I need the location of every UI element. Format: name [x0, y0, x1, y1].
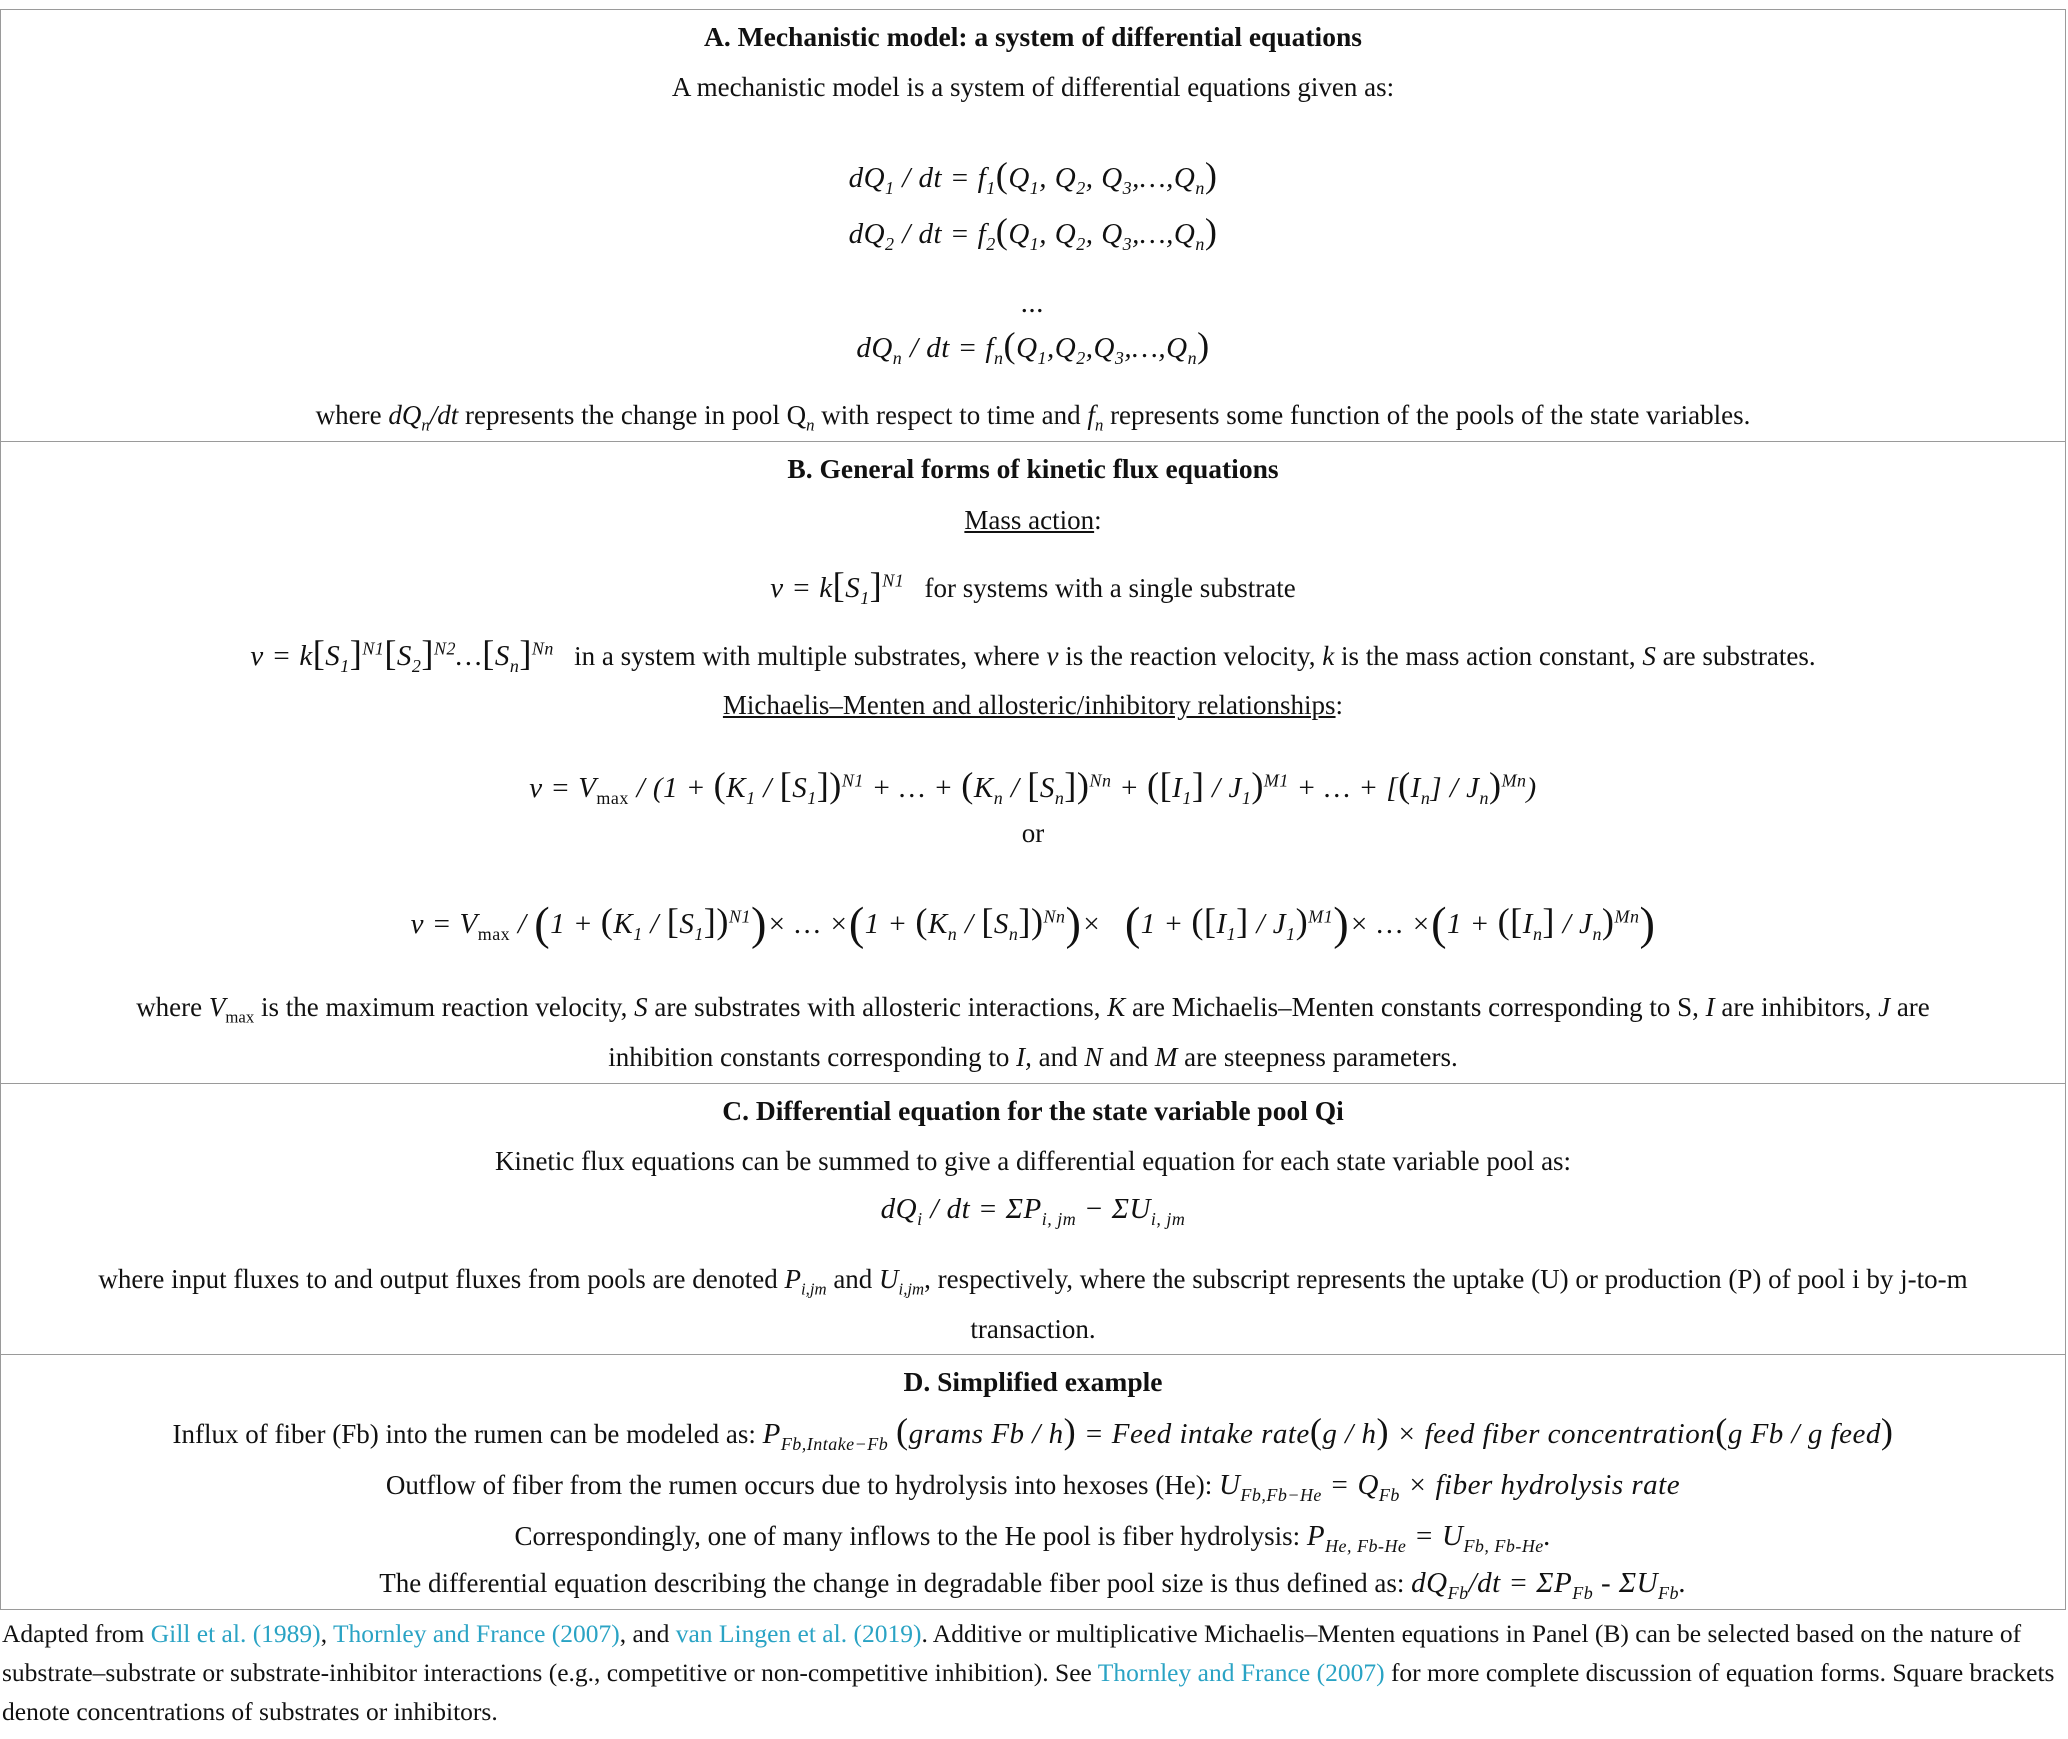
panel-c-heading: C. Differential equation for the state variable pool Qi: [722, 1095, 1344, 1126]
table-footnote: Adapted from Gill et al. (1989), Thornley and France (2007), and van Lingen et al. (2019). Additive or multiplicative Michaelis–Menten equations in Panel (B) can be selected based on the nature of substrate–substrate or substrate-inhibitor interactions (e.g., competitive or non-competitive inhibition). See Thornley and France (2007) for more complete discussion of equation forms. Square brackets denote concentrations of substrates or inhibitors.: [2, 1619, 2055, 1726]
panel-b-where-1: where $V_{max}$ is the maximum reaction velocity, S are substrates with allosteric interactions, K are Michaelis–Menten constants corresponding to S, I are inhibitors, J are: [136, 992, 1930, 1027]
equation-ellipsis: ...: [1021, 287, 1045, 319]
equation-dqn: $dQ_n$ / dt = $f_n(Q_1,Q_2,Q_3,\dots,Q_n)$: [856, 325, 1210, 368]
equation-dqi: $dQ_i$ / dt = $\Sigma P_{i, jm} - \Sigma U_{i, jm}$: [880, 1193, 1186, 1229]
panel-d-outflow: Outflow of fiber from the rumen occurs due to hydrolysis into hexoses (He): $U_{Fb,Fb-He} = Q_{Fb}$ × fiber hydrolysis rate: [385, 1469, 1681, 1505]
equation-mm-multiplicative: $v = V_{max} / (1 + (K_1 / [S_1])^{N1})\times$ … $\times(1 + (K_n / [S_n])^{Nn})\times (1 + ([I_1] / J_1)^{M1})\times$ … $\times(1 + ([I_n] / J_n)^{Mn})$: [410, 899, 1656, 950]
panel-b: [0, 441, 2066, 1083]
panel-d-influx: Influx of fiber (Fb) into the rumen can be modeled as: $P_{Fb,Intake-Fb}$ (grams Fb / h) = Feed intake rate(g / h) × feed fiber concentration(g Fb / g feed): [172, 1411, 1894, 1454]
panel-b-heading: B. General forms of kinetic flux equations: [787, 453, 1279, 484]
panel-c-where-2: transaction.: [970, 1314, 1096, 1344]
panel-d-inflow-he: Correspondingly, one of many inflows to the He pool is fiber hydrolysis: $P_{He, Fb-He} = U_{Fb, Fb-He}$.: [514, 1520, 1552, 1556]
ref-gill-1989[interactable]: Gill et al. (1989): [150, 1619, 321, 1648]
panel-d-heading: D. Simplified example: [903, 1366, 1163, 1397]
michaelis-menten-label: Michaelis–Menten and allosteric/inhibitory relationships:: [722, 690, 1344, 720]
panel-c-where-1: where input fluxes to and output fluxes from pools are denoted $P_{i,jm}$ and $U_{i,jm}$, respectively, where the subscript represents the uptake (U) or production (P) of pool i by j-to-m: [98, 1264, 1968, 1299]
mass-action-single: $v = k[S_1]^{N1}$ for systems with a single substrate: [770, 565, 1296, 608]
panel-d-differential: The differential equation describing the change in degradable fiber pool size is thus defined as: $dQ_{Fb}/dt = \Sigma P_{Fb} - \Sigma U_{Fb}$.: [379, 1567, 1687, 1603]
panel-a-where: where $dQ_n/dt$ represents the change in pool $Q_n$ with respect to time and $f_n$ represents some function of the pools of the state variables.: [315, 400, 1751, 435]
ref-thornley-france-2007-b[interactable]: Thornley and France (2007): [1097, 1658, 1385, 1687]
ref-thornley-france-2007[interactable]: Thornley and France (2007): [332, 1619, 620, 1648]
mass-action-label: Mass action:: [964, 505, 1102, 535]
mass-action-multi: $v = k[S_1]^{N1}[S_2]^{N2}\dots[S_n]^{Nn}$ in a system with multiple substrates, where v is the reaction velocity, k is the mass action constant, S are substrates.: [250, 633, 1816, 676]
or-label: or: [1021, 818, 1045, 848]
panel-c-intro: Kinetic flux equations can be summed to give a differential equation for each state variable pool as:: [494, 1146, 1572, 1176]
panel-a-heading: A. Mechanistic model: a system of differential equations: [704, 21, 1362, 52]
panel-b-where-2: inhibition constants corresponding to I, and N and M are steepness parameters.: [608, 1042, 1458, 1072]
equation-dq1: $dQ_1$ / dt = $f_1(Q_1$, $Q_2$, $Q_3,\dots,Q_n$): [848, 155, 1218, 198]
equation-mm-additive: $v = V_{max} / (1 + (K_1 / [S_1])^{N1}$ + … + $(K_n / [S_n])^{Nn} + ([I_1] / J_1)^{M1}$ + … + $[(I_n] / J_n)^{Mn}$): [529, 765, 1537, 808]
ref-van-lingen-2019[interactable]: van Lingen et al. (2019): [675, 1619, 922, 1648]
equation-dq2: $dQ_2$ / dt = $f_2(Q_1$, $Q_2$, $Q_3,\dots,Q_n$): [848, 211, 1218, 254]
panel-a-intro: A mechanistic model is a system of differential equations given as:: [671, 72, 1395, 102]
